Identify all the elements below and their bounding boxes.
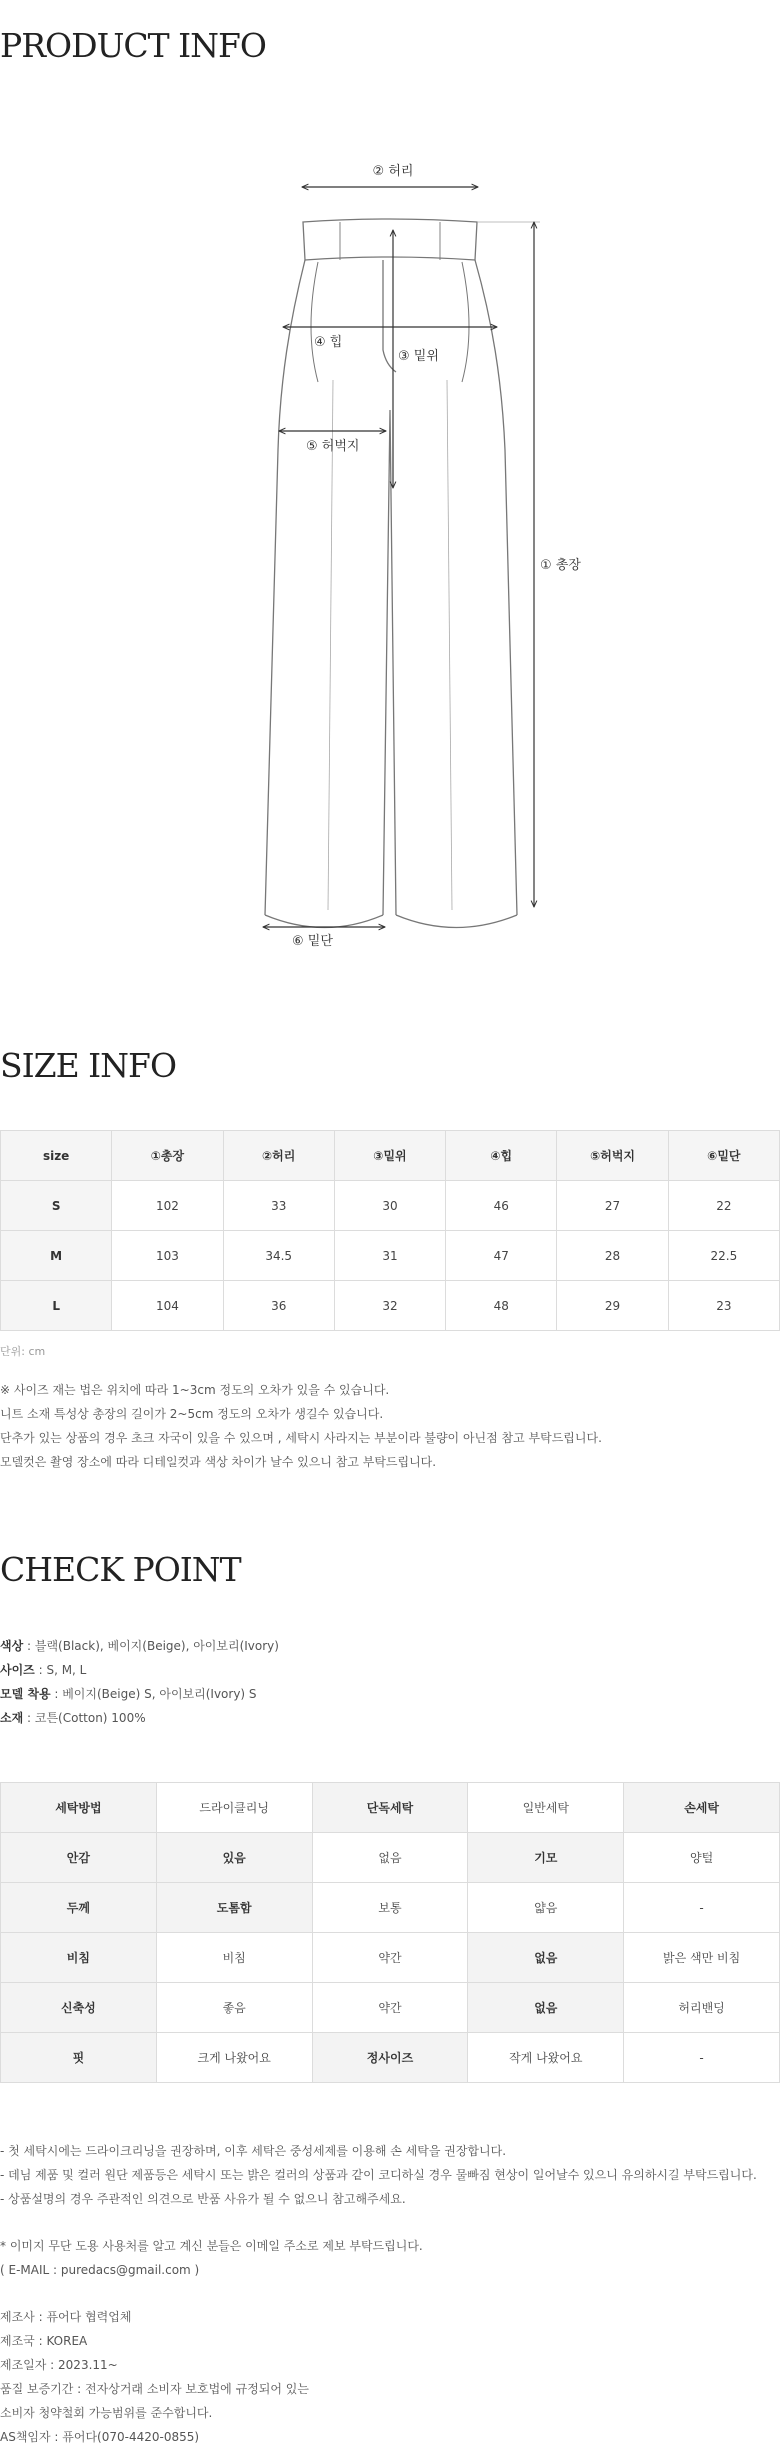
- check-value-cell: 보통: [312, 1883, 468, 1933]
- check-label-cell: 있음: [156, 1833, 312, 1883]
- spec-value: : S, M, L: [34, 1663, 87, 1677]
- product-info-title: PRODUCT INFO: [0, 26, 266, 65]
- washing-note-line: - 데님 제품 및 컬러 원단 제품등은 세탁시 또는 밝은 컬러의 상품과 같이 코디하실 경우 물빠짐 현상이 일어날수 있으니 유의하시길 부탁드립니다.: [0, 2168, 757, 2182]
- washing-note-line: - 상품설명의 경우 주관적인 의견으로 반품 사유가 될 수 없으니 참고해주세요.: [0, 2192, 406, 2206]
- table-row: [1, 1281, 780, 1331]
- check-label-cell: 비침: [1, 1933, 157, 1983]
- table-row: [1, 1933, 780, 1983]
- size-note-line: 단추가 있는 상품의 경우 초크 자국이 있을 수 있으며 , 세탁시 사라지는 부분이라 불량이 아닌점 참고 부탁드립니다.: [0, 1431, 602, 1445]
- check-label-cell: 세탁방법: [1, 1783, 157, 1833]
- spec-value: : 베이지(Beige) S, 아이보리(Ivory) S: [50, 1687, 257, 1701]
- company-line: 제조일자 : 2023.11~: [0, 2358, 118, 2372]
- check-value-cell: 허리밴딩: [624, 1983, 780, 2033]
- size-label-cell: M: [1, 1231, 112, 1281]
- size-value-cell: 28: [557, 1231, 668, 1281]
- company-line: 소비자 청약철회 가능범위를 준수합니다.: [0, 2406, 213, 2420]
- size-value-cell: 27: [557, 1181, 668, 1231]
- spec-value: : 블랙(Black), 베이지(Beige), 아이보리(Ivory): [23, 1639, 279, 1653]
- check-value-cell: 약간: [312, 1933, 468, 1983]
- check-value-cell: 좋음: [156, 1983, 312, 2033]
- size-value-cell: 29: [557, 1281, 668, 1331]
- size-notes: [0, 1378, 602, 1474]
- check-label-cell: 핏: [1, 2033, 157, 2083]
- table-row: [1, 1181, 780, 1231]
- check-value-cell: 크게 나왔어요: [156, 2033, 312, 2083]
- size-value-cell: 102: [112, 1181, 223, 1231]
- check-value-cell: -: [624, 1883, 780, 1933]
- size-table: [0, 1130, 780, 1331]
- check-label-cell: 없음: [468, 1983, 624, 2033]
- size-header-cell: ⑤허벅지: [557, 1131, 668, 1181]
- size-value-cell: 46: [446, 1181, 557, 1231]
- spec-label: 색상: [0, 1639, 24, 1653]
- check-label-cell: 신축성: [1, 1983, 157, 2033]
- check-value-cell: 비침: [156, 1933, 312, 1983]
- washing-note-line: - 첫 세탁시에는 드라이크리닝을 권장하며, 이후 세탁은 중성세제를 이용해 손 세탁을 권장합니다.: [0, 2144, 507, 2158]
- spec-line: [0, 1658, 279, 1682]
- spec-value: : 코튼(Cotton) 100%: [23, 1711, 146, 1725]
- spec-label: 사이즈: [0, 1663, 35, 1677]
- spec-line: [0, 1682, 279, 1706]
- check-value-cell: 드라이클리닝: [156, 1783, 312, 1833]
- thigh-label: ⑤ 허벅지: [306, 439, 360, 454]
- size-note-line: ※ 사이즈 재는 법은 위치에 따라 1~3cm 정도의 오차가 있을 수 있습니다.: [0, 1383, 390, 1397]
- table-row: [1, 2033, 780, 2083]
- size-value-cell: 22: [668, 1181, 779, 1231]
- length-label: ① 총장: [540, 558, 581, 573]
- check-value-cell: 얇음: [468, 1883, 624, 1933]
- washing-notes: [0, 2139, 757, 2211]
- table-row: [1, 1833, 780, 1883]
- company-line: 제조국 : KOREA: [0, 2334, 88, 2348]
- unit-note: 단위: cm: [0, 1345, 46, 1358]
- check-label-cell: 단독세탁: [312, 1783, 468, 1833]
- size-header-cell: ④힙: [446, 1131, 557, 1181]
- table-row: [1, 1883, 780, 1933]
- size-note-line: 니트 소재 특성상 총장의 길이가 2~5cm 정도의 오차가 생길수 있습니다.: [0, 1407, 384, 1421]
- check-label-cell: 정사이즈: [312, 2033, 468, 2083]
- size-value-cell: 32: [334, 1281, 445, 1331]
- size-value-cell: 48: [446, 1281, 557, 1331]
- spec-label: 소재: [0, 1711, 24, 1725]
- hem-label: ⑥ 밑단: [292, 934, 333, 949]
- size-value-cell: 34.5: [223, 1231, 334, 1281]
- size-value-cell: 33: [223, 1181, 334, 1231]
- spec-line: [0, 1634, 279, 1658]
- check-label-cell: 도톰함: [156, 1883, 312, 1933]
- size-label-cell: L: [1, 1281, 112, 1331]
- copyright-notice: [0, 2234, 423, 2282]
- size-header-cell: ③밑위: [334, 1131, 445, 1181]
- check-label-cell: 두께: [1, 1883, 157, 1933]
- check-value-cell: 작게 나왔어요: [468, 2033, 624, 2083]
- check-value-cell: 일반세탁: [468, 1783, 624, 1833]
- spec-line: [0, 1706, 279, 1730]
- size-value-cell: 47: [446, 1231, 557, 1281]
- spec-label: 모델 착용: [0, 1687, 51, 1701]
- size-header-cell: ⑥밑단: [668, 1131, 779, 1181]
- size-value-cell: 103: [112, 1231, 223, 1281]
- check-point-table: [0, 1782, 780, 2083]
- company-info: [0, 2305, 309, 2449]
- contact-email: ( E-MAIL : puredacs@gmail.com ): [0, 2263, 200, 2277]
- size-value-cell: 36: [223, 1281, 334, 1331]
- check-label-cell: 손세탁: [624, 1783, 780, 1833]
- size-value-cell: 104: [112, 1281, 223, 1331]
- check-label-cell: 안감: [1, 1833, 157, 1883]
- company-line: AS책임자 : 퓨어다(070-4420-0855): [0, 2430, 200, 2444]
- size-table-header: [1, 1131, 780, 1181]
- size-value-cell: 31: [334, 1231, 445, 1281]
- size-value-cell: 22.5: [668, 1231, 779, 1281]
- size-header-cell: ②허리: [223, 1131, 334, 1181]
- size-header-cell: size: [1, 1131, 112, 1181]
- size-label-cell: S: [1, 1181, 112, 1231]
- size-info-title: SIZE INFO: [0, 1046, 177, 1085]
- check-value-cell: 없음: [312, 1833, 468, 1883]
- waist-label: ② 허리: [372, 164, 414, 179]
- pants-outline: [265, 219, 517, 928]
- rise-label: ③ 밑위: [398, 349, 439, 364]
- pants-measurement-diagram: [0, 150, 780, 970]
- company-line: 품질 보증기간 : 전자상거래 소비자 보호법에 규정되어 있는: [0, 2382, 309, 2396]
- product-specs: [0, 1634, 279, 1730]
- table-row: [1, 1231, 780, 1281]
- table-row: [1, 1983, 780, 2033]
- table-row: [1, 1783, 780, 1833]
- check-value-cell: -: [624, 2033, 780, 2083]
- size-value-cell: 23: [668, 1281, 779, 1331]
- check-label-cell: 기모: [468, 1833, 624, 1883]
- size-value-cell: 30: [334, 1181, 445, 1231]
- check-value-cell: 약간: [312, 1983, 468, 2033]
- check-value-cell: 양털: [624, 1833, 780, 1883]
- check-value-cell: 밝은 색만 비침: [624, 1933, 780, 1983]
- check-label-cell: 없음: [468, 1933, 624, 1983]
- hip-label: ④ 힙: [314, 335, 343, 350]
- size-header-cell: ①총장: [112, 1131, 223, 1181]
- company-line: 제조사 : 퓨어다 협력업체: [0, 2310, 132, 2324]
- check-point-title: CHECK POINT: [0, 1550, 241, 1589]
- size-note-line: 모델컷은 촬영 장소에 따라 디테일컷과 색상 차이가 날수 있으니 참고 부탁드립니다.: [0, 1455, 437, 1469]
- copyright-line: * 이미지 무단 도용 사용처를 알고 계신 분들은 이메일 주소로 제보 부탁드립니다.: [0, 2239, 423, 2253]
